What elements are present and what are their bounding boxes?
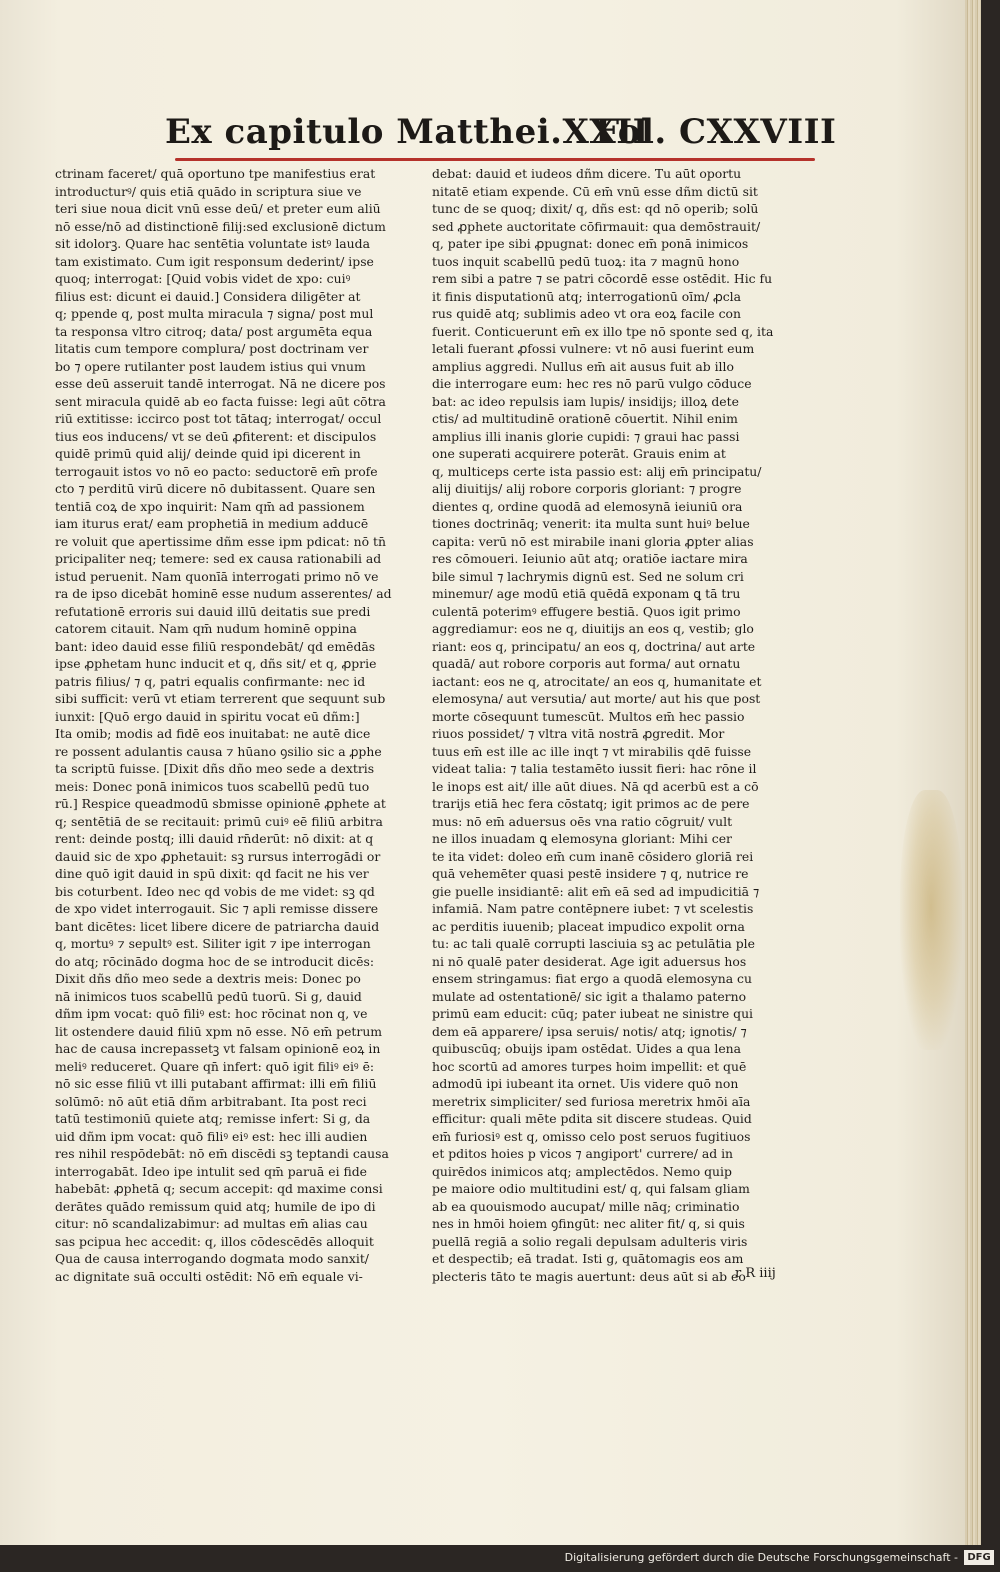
- text-line: de xpo videt interrogauit. Sic ⁊ apli remisse dissere: [55, 901, 379, 916]
- text-line: capita: verū nō est mirabile inani gloria ꝓpter alias: [432, 533, 754, 549]
- text-line: bo ⁊ opere rutilanter post laudem istius qui vnum: [55, 358, 366, 374]
- text-line: q; ppende q, post multa miracula ⁊ signa/ post mul: [55, 306, 374, 321]
- text-line: it finis disputationū atq; interrogationū oīm/ ꝓcla: [432, 288, 741, 304]
- text-line: Dixit dñs dño meo sede a dextris meis: Donec po: [55, 971, 361, 986]
- text-line: res cōmoueri. Ieiunio aūt atq; oratiōe iactare mira: [432, 551, 748, 566]
- red-underline: [175, 158, 815, 161]
- text-line: derātes quādo remissum quid atq; humile de ipo di: [55, 1198, 376, 1214]
- text-line: riant: eos q, principatu/ an eos q, doctrina/ aut arte: [432, 638, 756, 654]
- text-line: gie puelle insidiantē: alit em̄ eā sed ad impudicitiā ⁊: [432, 883, 760, 899]
- text-line: catorem citauit. Nam qm̄ nudum hominē oppina: [55, 621, 357, 636]
- text-line: morte cōsequunt tumescūt. Multos em̄ hec passio: [432, 708, 745, 724]
- text-line: filius est: dicunt ei dauid.] Considera diligēter at: [55, 288, 361, 304]
- text-line: terrogauit istos vo nō eo pacto: seductorē em̄ profe: [55, 463, 378, 479]
- text-line: sibi sufficit: verū vt etiam terrerent que sequunt sub: [55, 691, 386, 706]
- text-line: interrogabāt. Ideo ipe intulit sed qm̄ paruā ei fide: [55, 1163, 368, 1179]
- text-line: Ita omib; modis ad fidē eos inuitabat: ne autē dice: [55, 726, 371, 741]
- text-line: alij diuitijs/ alij robore corporis gloriant: ⁊ progre: [432, 481, 742, 496]
- text-line: bile simul ⁊ lachrymis dignū est. Sed ne solum cri: [432, 568, 744, 584]
- text-line: amplius aggredi. Nullus em̄ ait ausus fuit ab illo: [432, 358, 734, 374]
- text-line: efficitur: quali mēte pdita sit discere studeas. Quid: [432, 1111, 752, 1126]
- text-line: rem sibi a patre ⁊ se patri cōcordē esse ostēdit. Hic fu: [432, 271, 773, 286]
- text-line: mus: nō em̄ aduersus oēs vna ratio cōgruit/ vult: [432, 813, 733, 829]
- text-line: meretrix simpliciter/ sed furiosa meretrix hmōi aīa: [432, 1093, 751, 1109]
- text-line: teri siue noua dicit vnū esse deū/ et preter eum aliū: [55, 201, 381, 216]
- text-line: le inops est ait/ ille aūt diues. Nā qd acerbū est a cō: [432, 778, 759, 794]
- text-line: quā vehemēter quasi pestē insidere ⁊ q, nutrice re: [432, 866, 749, 881]
- text-line: dem eā apparere/ ipsa seruis/ notis/ atq; ignotis/ ⁊: [432, 1023, 747, 1039]
- text-line: minemur/ age modū etiā quēdā exponam ꝗ tā tru: [432, 586, 741, 601]
- text-line: pe maiore odio multitudini est/ q, qui falsam gliam: [432, 1181, 750, 1196]
- text-line: q; sentētiā de se recitauit: primū cuiꝰ eē filiū arbitra: [55, 813, 383, 829]
- text-line: mulate ad ostentationē/ sic igit a thalamo paterno: [432, 988, 747, 1004]
- text-line: habebāt: ꝓphetā q; secum accepit: qd maxime consi: [55, 1181, 383, 1196]
- text-line: ta responsa vltro citroq; data/ post argumēta equa: [55, 323, 373, 339]
- page-edge: [965, 0, 981, 1545]
- text-line: ipse ꝓphetam hunc inducit et q, dñs sit/ et q, ꝓprie: [55, 656, 377, 671]
- text-line: et pditos hoies p vicos ⁊ angiport' currere/ ad in: [432, 1146, 734, 1161]
- text-line: bat: ac ideo repulsis iam lupis/ insidijs; illoꝝ dete: [432, 393, 739, 409]
- text-line: ac perditis iuuenib; placeat impudico expolit orna: [432, 918, 745, 934]
- text-line: riuos possidet/ ⁊ vltra vitā nostrā ꝓgredit. Mor: [432, 726, 725, 741]
- text-line: bant dicētes: licet libere dicere de patriarcha dauid: [55, 918, 380, 934]
- text-line: culentā poterimꝰ effugere bestiā. Quos igit primo: [432, 603, 741, 619]
- text-line: nō sic esse filiū vt illi putabant affirmat: illi em̄ filiū: [55, 1076, 377, 1091]
- text-line: quadā/ aut robore corporis aut forma/ aut ornatu: [432, 656, 741, 671]
- text-line: infamiā. Nam patre contēpnere iubet: ⁊ vt scelestis: [432, 901, 754, 916]
- text-line: nes in hmōi hoiem ꝯfingūt: nec aliter fit/ q, si quis: [432, 1216, 745, 1231]
- text-line: ta scriptū fuisse. [Dixit dñs dño meo sede a dextris: [55, 761, 375, 776]
- text-line: plecteris tāto te magis auertunt: deus aūt si ab eo: [432, 1268, 746, 1284]
- text-line: primū eam educit: cūq; pater iubeat ne sinistre qui: [432, 1006, 754, 1021]
- dfg-logo: DFG: [964, 1550, 994, 1565]
- digitization-footer: [0, 1545, 1000, 1572]
- text-line: sit idolorꝫ. Quare hac sentētia voluntate istꝰ lauda: [55, 236, 370, 251]
- text-line: nitatē etiam expende. Cū em̄ vnū esse dñm dictū sit: [432, 183, 758, 199]
- text-line: patris filius/ ⁊ q, patri equalis confirmante: nec id: [55, 673, 366, 689]
- text-line: meis: Donec ponā inimicos tuos scabellū pedū tuo: [55, 778, 370, 794]
- text-line: elemosyna/ aut versutia/ aut morte/ aut his que post: [432, 691, 761, 706]
- text-line: rū.] Respice queadmodū sbmisse opinionē ꝓphete at: [55, 796, 386, 811]
- text-line: tu: ac tali qualē corrupti lasciuia sꝫ ac petulātia ple: [432, 936, 755, 951]
- text-line: iunxit: [Quō ergo dauid in spiritu vocat eū dñm:]: [55, 708, 360, 724]
- text-line: aggrediamur: eos ne q, diuitijs an eos q, vestib; glo: [432, 621, 754, 636]
- text-line: hac de causa increpassetꝫ vt falsam opinionē eoꝝ in: [55, 1041, 381, 1056]
- folio-number: Fol. CXXVIII: [595, 112, 837, 152]
- text-line: bis coturbent. Ideo nec qd vobis de me videt: sꝫ qd: [55, 883, 375, 899]
- text-line: et despectib; eā tradat. Isti g, quātomagis eos am: [432, 1251, 744, 1266]
- text-line: solūmō: nō aūt etiā dñm arbitrabant. Ita post reci: [55, 1093, 367, 1109]
- text-line: res nihil respōdebāt: nō em̄ discēdi sꝫ teptandi causa: [55, 1146, 389, 1161]
- text-line: quirēdos inimicos atq; amplectēdos. Nemo quip: [432, 1163, 732, 1179]
- text-line: iactant: eos ne q, atrocitate/ an eos q, humanitate et: [432, 673, 762, 689]
- text-line: em̄ furiosiꝰ est q, omisso celo post seruos fugitiuos: [432, 1128, 751, 1144]
- text-line: admodū ipi iubeant ita ornet. Uis videre quō non: [432, 1076, 739, 1091]
- text-line: iam iturus erat/ eam prophetiā in medium adducē: [55, 516, 369, 531]
- text-line: rus quidē atq; sublimis adeo vt ora eoꝝ facile con: [432, 306, 741, 321]
- text-line: ctrinam faceret/ quā oportuno tpe manifestius erat: [55, 166, 376, 181]
- running-head: [165, 112, 837, 162]
- text-line: meliꝰ reduceret. Quare qn̄ infert: quō igit filiꝰ eiꝰ ē:: [55, 1058, 375, 1074]
- text-line: tuus em̄ est ille ac ille inqt ⁊ vt mirabilis qdē fuisse: [432, 743, 752, 759]
- text-line: nō esse/nō ad distinctionē filij:sed exclusionē dictum: [55, 218, 386, 234]
- text-line: amplius illi inanis glorie cupidi: ⁊ graui hac passi: [432, 428, 740, 444]
- text-line: riū extitisse: iccirco post tot tātaq; interrogat/ occul: [55, 411, 382, 426]
- left-text-column: [55, 165, 437, 1285]
- text-line: esse deū asseruit tandē interrogat. Nā ne dicere pos: [55, 376, 386, 391]
- text-line: introducturꝰ/ quis etiā quādo in scriptura siue ve: [55, 183, 362, 199]
- right-text-column: [432, 165, 814, 1285]
- text-line: sent miracula quidē ab eo facta fuisse: legi aūt cōtra: [55, 393, 386, 409]
- text-line: ni nō qualē pater desiderat. Age igit aduersus hos: [432, 953, 747, 969]
- text-line: sas pcipua hec accedit: q, illos cōdescēdēs alloquit: [55, 1233, 374, 1249]
- text-line: ne illos inuadam ꝗ elemosyna gloriant: Mihi cer: [432, 831, 732, 846]
- text-line: quidē primū quid alij/ deinde quid ipi dicerent in: [55, 446, 361, 461]
- text-line: dine quō igit dauid in spū dixit: qd facit ne his ver: [55, 866, 369, 881]
- text-line: nā inimicos tuos scabellū pedū tuorū. Si g, dauid: [55, 988, 362, 1004]
- running-head-title: Ex capitulo Matthei.XXII: [165, 112, 650, 152]
- text-line: debat: dauid et iudeos dñm dicere. Tu aūt oportu: [432, 166, 742, 181]
- text-line: tam existimato. Cum igit responsum dederint/ ipse: [55, 253, 374, 269]
- text-line: ab ea quouismodo aucupat/ mille nāq; criminatio: [432, 1198, 740, 1214]
- text-line: dñm ipm vocat: quō filiꝰ est: hoc rōcinat non q, ve: [55, 1006, 368, 1021]
- text-line: uid dñm ipm vocat: quō filiꝰ eiꝰ est: hec illi audien: [55, 1128, 368, 1144]
- text-line: q, multiceps certe ista passio est: alij em̄ principatu/: [432, 463, 762, 479]
- text-line: tuos inquit scabellū pedū tuoꝝ: ita ⁊ magnū hono: [432, 253, 740, 269]
- text-line: re voluit que apertissime dñm esse ipm pdicat: nō tn̄: [55, 533, 386, 549]
- paper-stain: [900, 790, 962, 1050]
- text-line: sed ꝓphete auctoritate cōfirmauit: qua demōstrauit/: [432, 218, 761, 234]
- text-line: pricipaliter neq; temere: sed ex causa rationabili ad: [55, 551, 382, 566]
- text-line: cto ⁊ perditū virū dicere nō dubitassent. Quare sen: [55, 481, 376, 496]
- text-line: tentiā coꝝ de xpo inquirit: Nam qm̄ ad passionem: [55, 498, 365, 514]
- text-line: quibuscūq; obuijs ipam ostēdat. Uides a qua lena: [432, 1041, 742, 1056]
- text-line: videat talia: ⁊ talia testamēto iussit fieri: hac rōne il: [432, 761, 757, 776]
- text-line: rent: deinde postq; illi dauid rn̄derūt: nō dixit: at q: [55, 831, 374, 846]
- text-line: hoc scortū ad amores turpes hoim impellit: et quē: [432, 1058, 747, 1074]
- text-line: te ita videt: doleo em̄ cum inanē cōsidero gloriā rei: [432, 848, 754, 864]
- text-line: litatis cum tempore complura/ post doctrinam ver: [55, 341, 369, 356]
- text-line: tius eos inducens/ vt se deū ꝓfiterent: et discipulos: [55, 428, 377, 444]
- text-line: dauid sic de xpo ꝓphetauit: sꝫ rursus interrogādi or: [55, 848, 381, 864]
- text-line: tatū testimoniū quiete atq; remisse infert: Si g, da: [55, 1111, 371, 1126]
- text-line: q, mortuꝰ ⁊ sepultꝰ est. Siliter igit ⁊ ipe interrogan: [55, 936, 371, 951]
- text-line: Qua de causa interrogando dogmata modo sanxit/: [55, 1251, 369, 1266]
- text-line: tiones doctrināq; venerit: ita multa sunt huiꝰ belue: [432, 516, 750, 531]
- text-line: ensem stringamus: fiat ergo a quodā elemosyna cu: [432, 971, 752, 986]
- text-line: letali fuerant ꝓfossi vulnere: vt nō ausi fuerint eum: [432, 341, 755, 356]
- text-line: quoq; interrogat: [Quid vobis videt de xpo: cuiꝰ: [55, 271, 351, 286]
- text-line: one superati acquirere poterāt. Grauis enim at: [432, 446, 726, 461]
- text-line: do atq; rōcinādo dogma hoc de se introducit dicēs:: [55, 953, 375, 969]
- text-line: trarijs etiā hec fera cōstatq; igit primos ac de pere: [432, 796, 750, 811]
- text-line: ctis/ ad multitudinē orationē cōuertit. Nihil enim: [432, 411, 738, 426]
- text-line: ra de ipso dicebāt hominē esse nudum asserentes/ ad: [55, 586, 392, 601]
- text-line: dientes q, ordine quodā ad elemosynā ieiuniū ora: [432, 498, 743, 514]
- text-line: refutationē erroris sui dauid illū deitatis sue predi: [55, 603, 371, 619]
- text-line: bant: ideo dauid esse filiū respondebāt/ qd emēdās: [55, 638, 376, 654]
- text-line: ac dignitate suā occulti ostēdit: Nō em̄ equale vi-: [55, 1268, 363, 1284]
- text-line: istud peruenit. Nam quonīā interrogati primo nō ve: [55, 568, 379, 584]
- funding-credit: Digitalisierung gefördert durch die Deutsche Forschungsgemeinschaft -: [564, 1551, 958, 1564]
- text-line: q, pater ipe sibi ꝓpugnat: donec em̄ ponā inimicos: [432, 236, 749, 251]
- signature-mark: r R iiij: [735, 1266, 776, 1281]
- text-line: puellā regiā a solio regali depulsam adulteris viris: [432, 1233, 748, 1249]
- text-line: lit ostendere dauid filiū xpm nō esse. Nō em̄ petrum: [55, 1023, 383, 1039]
- text-line: tunc de se quoq; dixit/ q, dñs est: qd nō operib; solū: [432, 201, 759, 216]
- text-line: die interrogare eum: hec res nō parū vulgo cōduce: [432, 376, 752, 391]
- text-line: re possent adulantis causa ⁊ hūano ꝯsilio sic a ꝓphe: [55, 743, 382, 759]
- text-line: citur: nō scandalizabimur: ad multas em̄ alias cau: [55, 1216, 368, 1231]
- text-line: fuerit. Conticuerunt em̄ ex illo tpe nō sponte sed q, ita: [432, 323, 774, 339]
